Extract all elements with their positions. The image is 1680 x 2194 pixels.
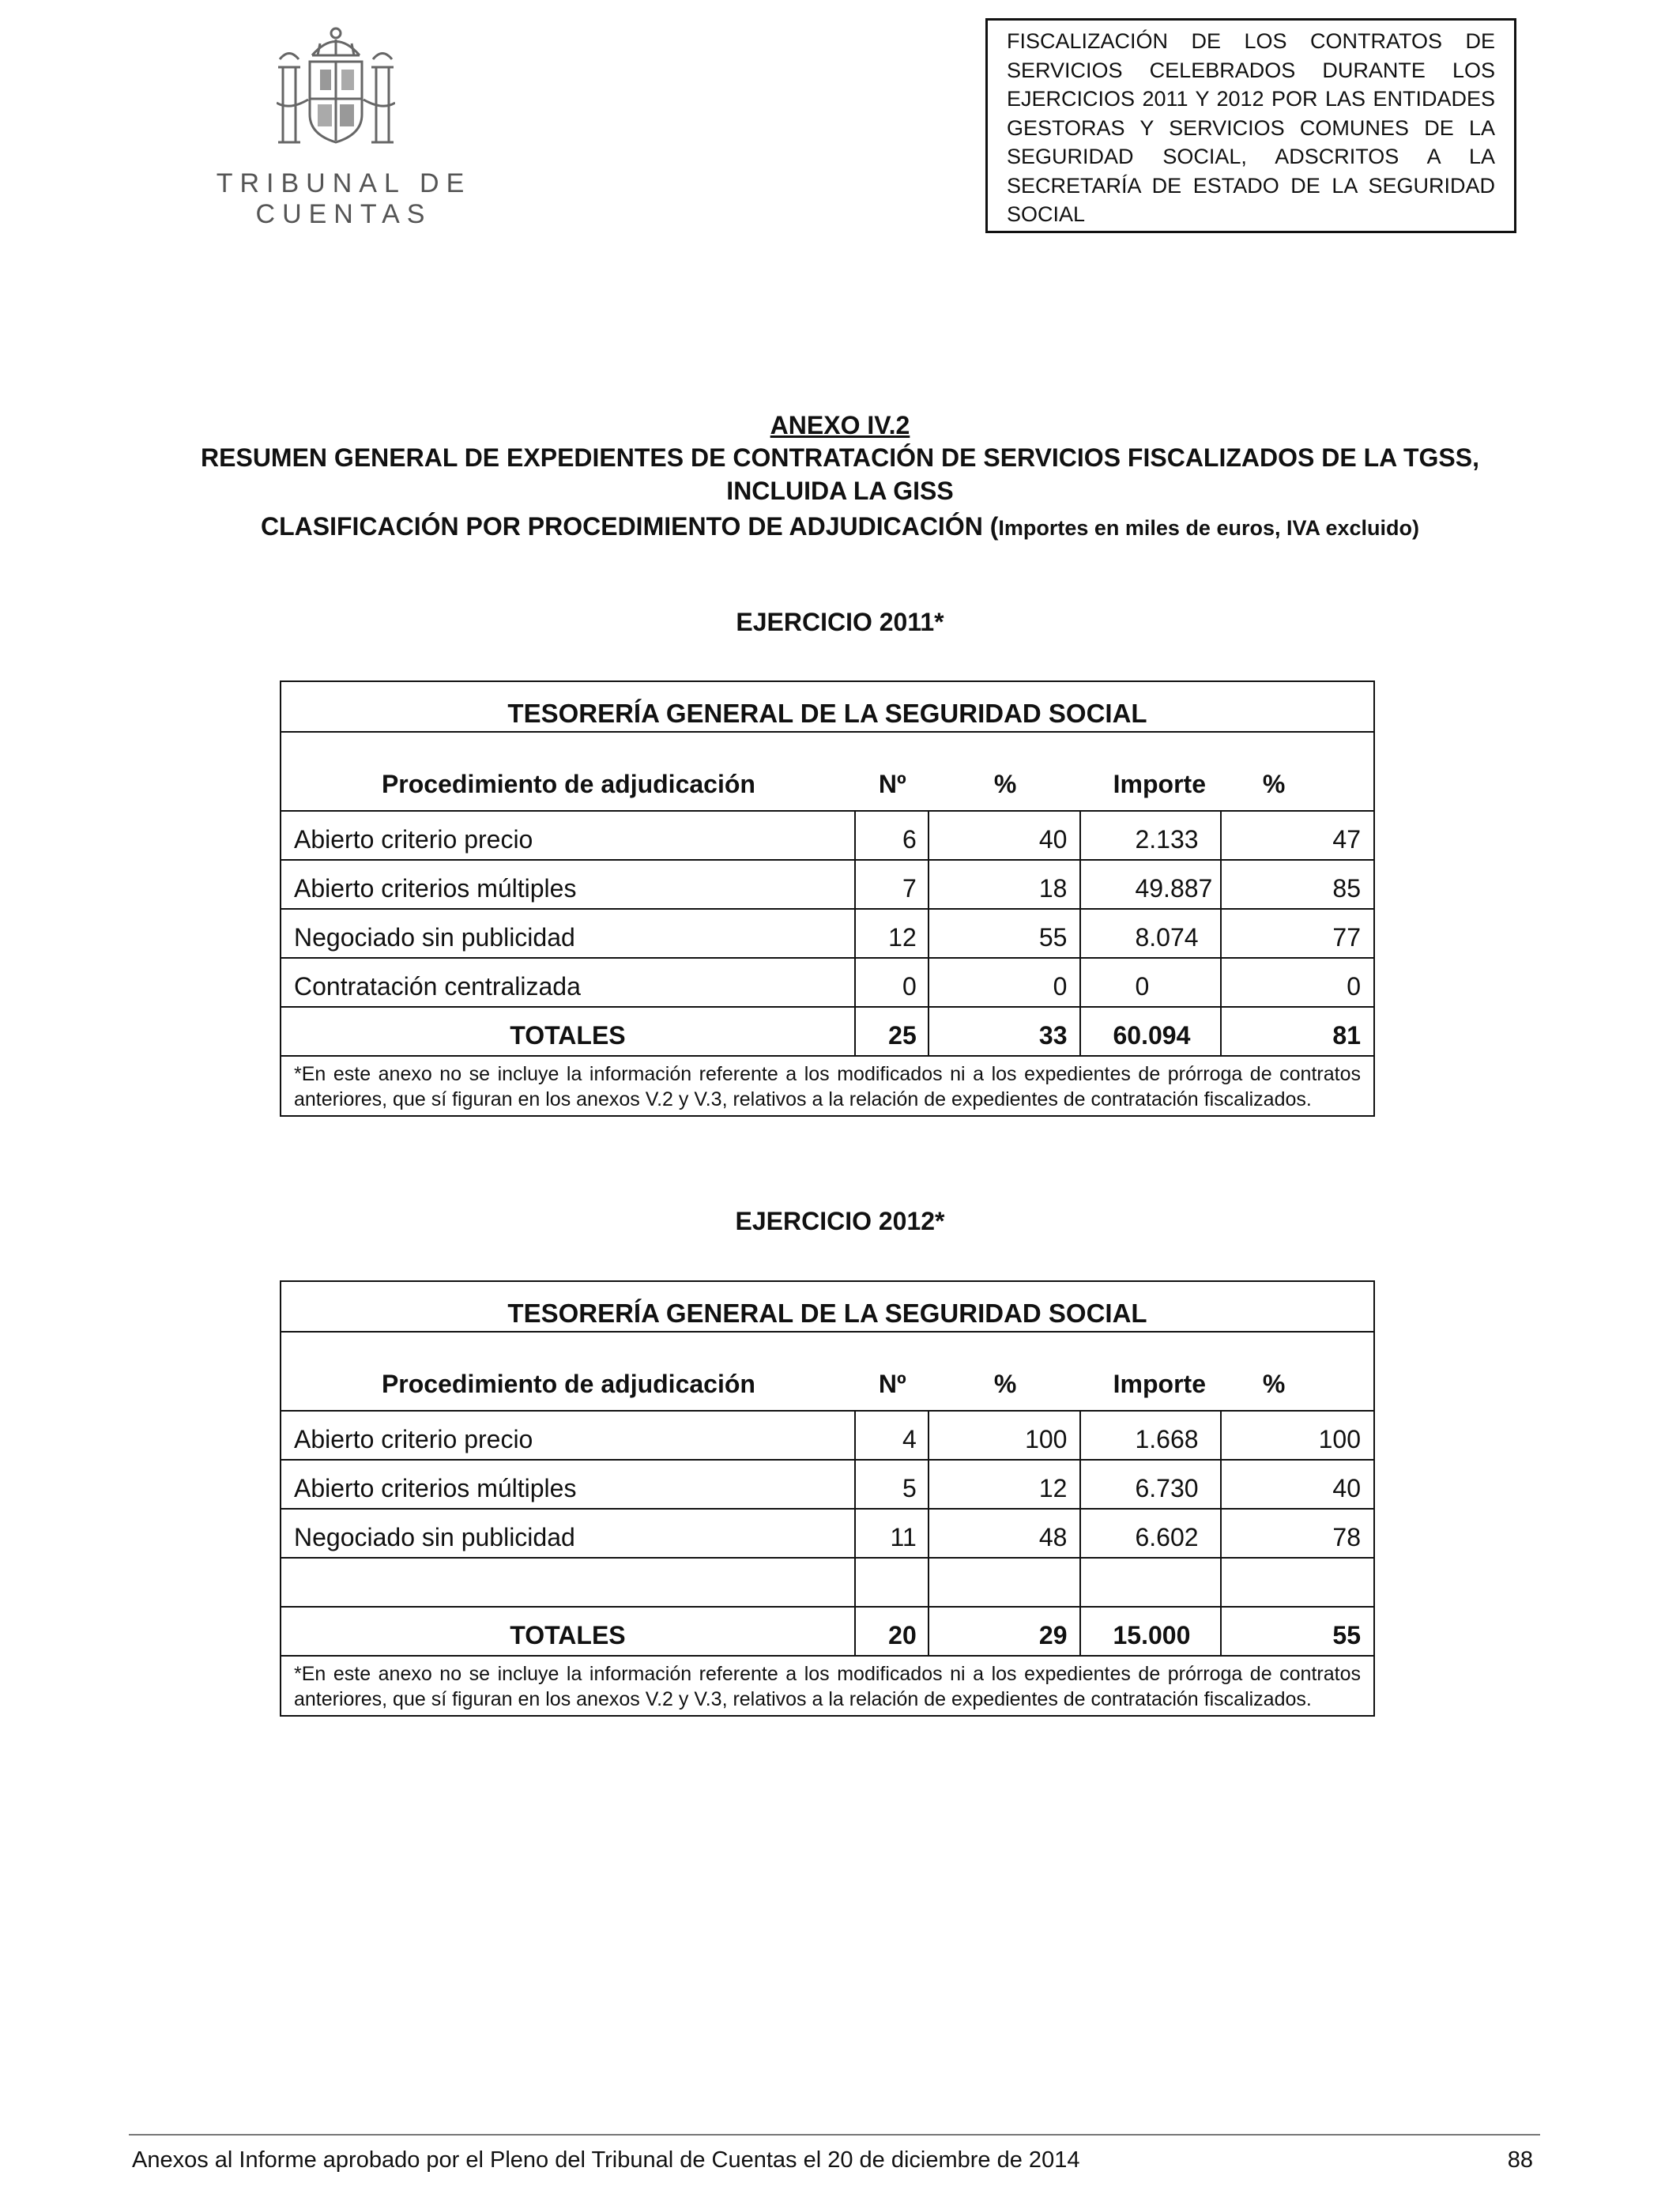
header-procedure: Procedimiento de adjudicación bbox=[381, 770, 755, 798]
header-procedure: Procedimiento de adjudicación bbox=[381, 1370, 755, 1398]
totals-number: 25 bbox=[856, 1008, 929, 1055]
totals-row bbox=[281, 1608, 1373, 1657]
cell-procedure: Negociado sin publicidad bbox=[281, 1510, 856, 1557]
year-2012-label: EJERCICIO 2012* bbox=[735, 1207, 945, 1235]
summary-title-line1: RESUMEN GENERAL DE EXPEDIENTES DE CONTRATACIÓN DE SERVICIOS FISCALIZADOS DE LA TGSS, bbox=[201, 443, 1479, 472]
cell-procedure: Negociado sin publicidad bbox=[281, 910, 856, 957]
cell-amount: 2.133 bbox=[1081, 812, 1222, 859]
totals-row bbox=[281, 1008, 1373, 1057]
table-entity-title: TESORERÍA GENERAL DE LA SEGURIDAD SOCIAL bbox=[281, 682, 1373, 733]
table-2011 bbox=[280, 680, 1375, 1117]
coat-of-arms-icon bbox=[277, 24, 395, 158]
header-amount: Importe bbox=[1113, 1370, 1206, 1398]
summary-title-line2: INCLUIDA LA GISS bbox=[726, 477, 954, 505]
cell-amount: 0 bbox=[1081, 959, 1222, 1006]
tribunal-logo bbox=[130, 24, 557, 229]
cell-procedure: Abierto criterio precio bbox=[281, 1412, 856, 1459]
cell-percent: 18 bbox=[929, 861, 1082, 908]
table-row bbox=[281, 1461, 1373, 1510]
header-number: Nº bbox=[878, 1370, 906, 1398]
cell-procedure: Abierto criterio precio bbox=[281, 812, 856, 859]
cell-percent: 48 bbox=[929, 1510, 1082, 1557]
header-number: Nº bbox=[878, 770, 906, 798]
table-footnote: *En este anexo no se incluye la información referente a los modificados ni a los expedientes de prórroga de contratos anteriores, que sí figuran en los anexos V.2 y V.3, relativos a la relación de expedientes de contratación fiscalizados. bbox=[294, 1063, 1361, 1110]
totals-label: TOTALES bbox=[281, 1608, 856, 1655]
logo-text: TRIBUNAL DE CUENTAS bbox=[216, 168, 472, 229]
report-title-box: FISCALIZACIÓN DE LOS CONTRATOS DE SERVICIOS CELEBRADOS DURANTE LOS EJERCICIOS 2011 Y 2012 POR LAS ENTIDADES GESTORAS Y SERVICIOS COMUNES DE LA SEGURIDAD SOCIAL, ADSCRITOS A LA SECRETARÍA DE ESTADO DE LA SEGURIDAD SOCIAL bbox=[985, 18, 1516, 233]
cell-number: 6 bbox=[856, 812, 929, 859]
table-row bbox=[281, 812, 1373, 861]
totals-amount: 15.000 bbox=[1081, 1608, 1222, 1655]
empty-table-row bbox=[281, 1559, 1373, 1608]
footer-text: Anexos al Informe aprobado por el Pleno del Tribunal de Cuentas el 20 de diciembre de 2014 bbox=[132, 2147, 1080, 2173]
cell-percent-amount: 77 bbox=[1332, 923, 1361, 952]
totals-amount: 60.094 bbox=[1081, 1008, 1222, 1055]
cell-procedure: Abierto criterios múltiples bbox=[281, 1461, 856, 1508]
cell-amount: 1.668 bbox=[1081, 1412, 1222, 1459]
totals-percent: 33 bbox=[929, 1008, 1082, 1055]
classification-title bbox=[79, 512, 1601, 541]
cell-number: 11 bbox=[856, 1510, 929, 1557]
cell-percent-amount: 0 bbox=[1347, 972, 1361, 1001]
cell-amount: 6.602 bbox=[1081, 1510, 1222, 1557]
annex-title: ANEXO IV.2 bbox=[770, 411, 910, 439]
cell-amount: 49.887 bbox=[1081, 861, 1222, 908]
cell-amount: 6.730 bbox=[1081, 1461, 1222, 1508]
totals-percent-amount: 55 bbox=[1332, 1621, 1362, 1649]
empty-cell bbox=[1222, 1559, 1373, 1606]
cell-number: 7 bbox=[856, 861, 929, 908]
table-row bbox=[281, 910, 1373, 959]
empty-cell bbox=[281, 1559, 856, 1606]
cell-percent-amount: 85 bbox=[1332, 874, 1361, 903]
cell-percent: 12 bbox=[929, 1461, 1082, 1508]
header-percent: % bbox=[993, 770, 1017, 798]
cell-percent: 0 bbox=[929, 959, 1082, 1006]
table-entity-title: TESORERÍA GENERAL DE LA SEGURIDAD SOCIAL bbox=[281, 1282, 1373, 1333]
table-footnote: *En este anexo no se incluye la información referente a los modificados ni a los expedientes de prórroga de contratos anteriores, que sí figuran en los anexos V.2 y V.3, relativos a la relación de expedientes de contratación fiscalizados. bbox=[294, 1663, 1361, 1710]
cell-number: 12 bbox=[856, 910, 929, 957]
table-row bbox=[281, 1510, 1373, 1559]
header-percent-amount: % bbox=[1262, 770, 1286, 798]
totals-label: TOTALES bbox=[281, 1008, 856, 1055]
cell-percent-amount: 100 bbox=[1318, 1425, 1361, 1453]
totals-number: 20 bbox=[856, 1608, 929, 1655]
totals-percent-amount: 81 bbox=[1332, 1021, 1362, 1050]
footer-divider bbox=[129, 2134, 1540, 2136]
header-percent: % bbox=[993, 1370, 1017, 1398]
cell-percent-amount: 47 bbox=[1332, 825, 1361, 854]
table-row bbox=[281, 1412, 1373, 1461]
cell-percent: 100 bbox=[929, 1412, 1082, 1459]
header-percent-amount: % bbox=[1262, 1370, 1286, 1398]
totals-percent: 29 bbox=[929, 1608, 1082, 1655]
year-2011-label: EJERCICIO 2011* bbox=[736, 608, 944, 636]
cell-number: 5 bbox=[856, 1461, 929, 1508]
empty-cell bbox=[1081, 1559, 1222, 1606]
empty-cell bbox=[929, 1559, 1082, 1606]
empty-cell bbox=[856, 1559, 929, 1606]
table-header-row bbox=[281, 1333, 1373, 1412]
table-row bbox=[281, 861, 1373, 910]
page-number: 88 bbox=[1507, 2147, 1533, 2173]
cell-percent-amount: 40 bbox=[1332, 1474, 1361, 1502]
classification-title-main: CLASIFICACIÓN POR PROCEDIMIENTO DE ADJUDICACIÓN ( bbox=[260, 512, 999, 541]
table-2012 bbox=[280, 1280, 1375, 1717]
cell-procedure: Contratación centralizada bbox=[281, 959, 856, 1006]
cell-number: 4 bbox=[856, 1412, 929, 1459]
table-header-row bbox=[281, 733, 1373, 812]
cell-procedure: Abierto criterios múltiples bbox=[281, 861, 856, 908]
cell-percent: 40 bbox=[929, 812, 1082, 859]
cell-amount: 8.074 bbox=[1081, 910, 1222, 957]
cell-number: 0 bbox=[856, 959, 929, 1006]
table-row bbox=[281, 959, 1373, 1008]
cell-percent: 55 bbox=[929, 910, 1082, 957]
classification-title-units: Importes en miles de euros, IVA excluido) bbox=[998, 516, 1420, 540]
header-amount: Importe bbox=[1113, 770, 1206, 798]
cell-percent-amount: 78 bbox=[1332, 1523, 1361, 1551]
